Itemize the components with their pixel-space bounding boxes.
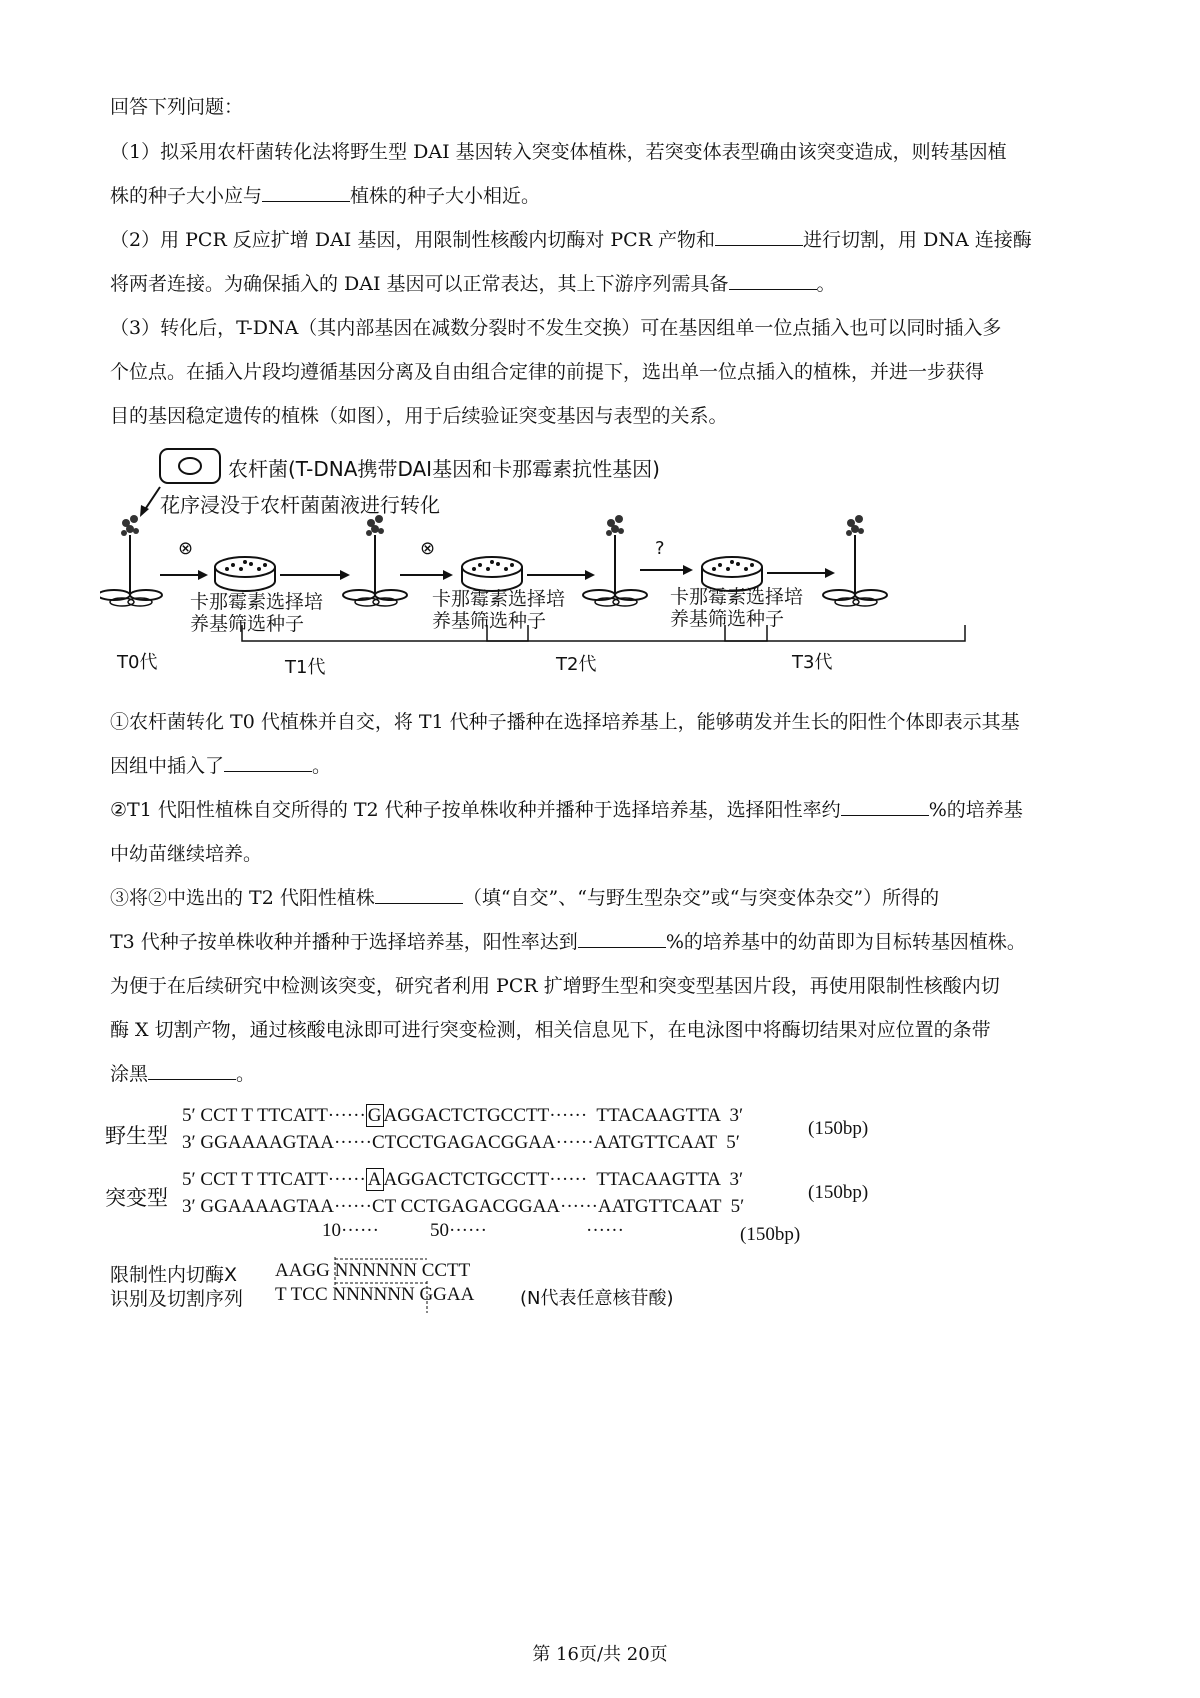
position-50: 50······ xyxy=(430,1220,487,1241)
q2-line2-b: 。 xyxy=(816,273,836,295)
agrobacterium-box-icon xyxy=(160,449,220,483)
mut-top-box: A xyxy=(367,1169,382,1190)
medium-label-1a: 卡那霉素选择培 xyxy=(190,591,324,613)
q2-line1-a: （2）用 PCR 反应扩增 DAI 基因，用限制性核酸内切酶对 PCR 产物和 xyxy=(110,229,716,251)
q2-line1-b: 进行切割，用 DNA 连接酶 xyxy=(803,229,1032,251)
enzyme-label-1: 限制性内切酶X xyxy=(110,1264,238,1286)
intro-text: 回答下列问题： xyxy=(110,96,244,118)
sequence-figure xyxy=(100,1100,960,1320)
medium-label-2b: 养基筛选种子 xyxy=(432,610,547,632)
q1-line2-b: 植株的种子大小相近。 xyxy=(350,185,541,207)
wild-length: (150bp) xyxy=(808,1118,869,1139)
sub3-line2-b: %的培养基中的幼苗即为目标转基因植株。 xyxy=(665,931,1026,953)
q2-line2 xyxy=(110,271,836,297)
q2-line1 xyxy=(110,227,1032,253)
mut-bottom-strand: 3′ GGAAAAGTAA······CT CCTGAGACGGAA······AATGTTCAAT 5′ xyxy=(182,1196,745,1217)
answer-blank-sub3b[interactable] xyxy=(578,929,666,948)
q3-line2: 个位点。在插入片段均遵循基因分离及自由组合定律的前提下，选出单一位点插入的植株，并进一步获得 xyxy=(110,361,985,383)
sub3-line1-a: ③将②中选出的 T2 代阳性植株 xyxy=(110,887,375,909)
sub3-line5-b: 。 xyxy=(236,1063,256,1085)
self-symbol-2: ⊗ xyxy=(420,538,436,559)
sub1-line1: ①农杆菌转化 T0 代植株并自交，将 T1 代种子播种在选择培养基上，能够萌发并生长的阳性个体即表示其基 xyxy=(110,711,1020,733)
sub3-line1-b: （填“自交”、“与野生型杂交”或“与突变体杂交”）所得的 xyxy=(462,887,940,909)
answer-blank-sub1[interactable] xyxy=(224,753,312,772)
agrobacterium-cell-icon xyxy=(179,458,201,474)
petri-dish-1-icon xyxy=(215,557,275,591)
sub3-line5 xyxy=(110,1061,255,1087)
agrobacterium-label: 农杆菌(T-DNA携带DAI基因和卡那霉素抗性基因) xyxy=(228,457,660,481)
position-10: 10······ xyxy=(322,1220,379,1241)
enzyme-bottom-seq: T TCC NNNNNN GGAA xyxy=(275,1284,475,1305)
medium-label-1b: 养基筛选种子 xyxy=(190,613,305,635)
q2-line2-a: 将两者连接。为确保插入的 DAI 基因可以正常表达，其上下游序列需具备 xyxy=(110,273,729,295)
position-dots: ······ xyxy=(586,1220,624,1241)
q1-line2-a: 株的种子大小应与 xyxy=(110,185,263,207)
sub2-line1-b: %的培养基 xyxy=(928,799,1023,821)
mut-top-a: 5′ CCT T TTCATT······ xyxy=(182,1169,366,1190)
sub1-line2 xyxy=(110,753,331,779)
wild-top-a: 5′ CCT T TTCATT······ xyxy=(182,1105,366,1126)
mutant-label: 突变型 xyxy=(105,1186,168,1210)
sub3-line3: 为便于在后续研究中检测该突变，研究者利用 PCR 扩增野生型和突变型基因片段，再使用限制性核酸内切 xyxy=(110,975,1000,997)
q3-line3: 目的基因稳定遗传的植株（如图），用于后续验证突变基因与表型的关系。 xyxy=(110,405,728,427)
answer-blank-q2a[interactable] xyxy=(715,227,803,246)
wild-type-label: 野生型 xyxy=(105,1124,168,1148)
generation-t1-label: T1代 xyxy=(285,657,326,678)
wild-bottom-strand: 3′ GGAAAAGTAA······CTCCTGAGACGGAA······AATGTTCAAT 5′ xyxy=(182,1132,740,1153)
enzyme-top-seq: AAGG NNNNNN CCTT xyxy=(275,1260,471,1281)
answer-blank-sub2[interactable] xyxy=(841,797,929,816)
page-footer: 第 16页/共 20页 xyxy=(532,1644,668,1665)
question-mark: ? xyxy=(655,538,665,559)
generation-t0-label: T0代 xyxy=(117,652,158,673)
answer-blank-sub3c[interactable] xyxy=(148,1061,236,1080)
sub2-line1-a: ②T1 代阳性植株自交所得的 T2 代种子按单株收种并播种于选择培养基，选择阳性率约 xyxy=(110,799,841,821)
sub3-line5-a: 涂黑 xyxy=(110,1063,149,1085)
mut-top-b: AGGACTCTGCCTT······ TTACAAGTTA 3′ xyxy=(383,1169,744,1190)
sub2-line2: 中幼苗继续培养。 xyxy=(110,843,263,865)
answer-blank-q2b[interactable] xyxy=(729,271,817,290)
sub1-line2-a: 因组中插入了 xyxy=(110,755,225,777)
q3-line1: （3）转化后，T-DNA（其内部基因在减数分裂时不发生交换）可在基因组单一位点插入也可以同时插入多 xyxy=(110,317,1002,339)
q1-line2 xyxy=(110,183,540,209)
answer-blank-q1[interactable] xyxy=(262,183,350,202)
enzyme-cut-lines xyxy=(315,1257,435,1317)
dip-label: 花序浸没于农杆菌菌液进行转化 xyxy=(160,493,440,517)
sub3-line2-a: T3 代种子按单株收种并播种于选择培养基，阳性率达到 xyxy=(110,931,578,953)
wild-top-b: AGGACTCTGCCTT······ TTACAAGTTA 3′ xyxy=(383,1105,744,1126)
wild-top-box: G xyxy=(367,1105,382,1126)
sub1-line2-b: 。 xyxy=(312,755,332,777)
sub3-line4: 酶 X 切割产物，通过核酸电泳即可进行突变检测，相关信息见下，在电泳图中将酶切结果对应位置的条带 xyxy=(110,1019,991,1041)
generation-t3-label: T3代 xyxy=(792,652,833,673)
mut-top-strand xyxy=(182,1169,743,1191)
answer-blank-sub3a[interactable] xyxy=(375,885,463,904)
wild-top-strand xyxy=(182,1105,743,1127)
q1-line1: （1）拟采用农杆菌转化法将野生型 DAI 基因转入突变体植株，若突变体表型确由该突变造成，则转基因植 xyxy=(110,141,1007,163)
sub2-line1 xyxy=(110,797,1023,823)
mut-length: (150bp) xyxy=(808,1182,869,1203)
medium-label-2a: 卡那霉素选择培 xyxy=(432,588,566,610)
n-note: (N代表任意核苷酸) xyxy=(520,1288,674,1309)
enzyme-label-2: 识别及切割序列 xyxy=(110,1288,244,1310)
sub3-line1 xyxy=(110,885,939,911)
generation-t2-label: T2代 xyxy=(556,654,597,675)
transformation-diagram xyxy=(100,445,980,685)
plant-t0-icon xyxy=(100,515,162,606)
sub3-line2 xyxy=(110,929,1026,955)
plant-t1-icon xyxy=(343,515,407,606)
medium-label-3b: 养基筛选种子 xyxy=(670,608,785,630)
plant-t2-icon xyxy=(583,515,647,606)
position-end: (150bp) xyxy=(740,1224,801,1245)
self-symbol-1: ⊗ xyxy=(178,538,194,559)
medium-label-3a: 卡那霉素选择培 xyxy=(670,586,804,608)
plant-t3-icon xyxy=(823,515,887,606)
